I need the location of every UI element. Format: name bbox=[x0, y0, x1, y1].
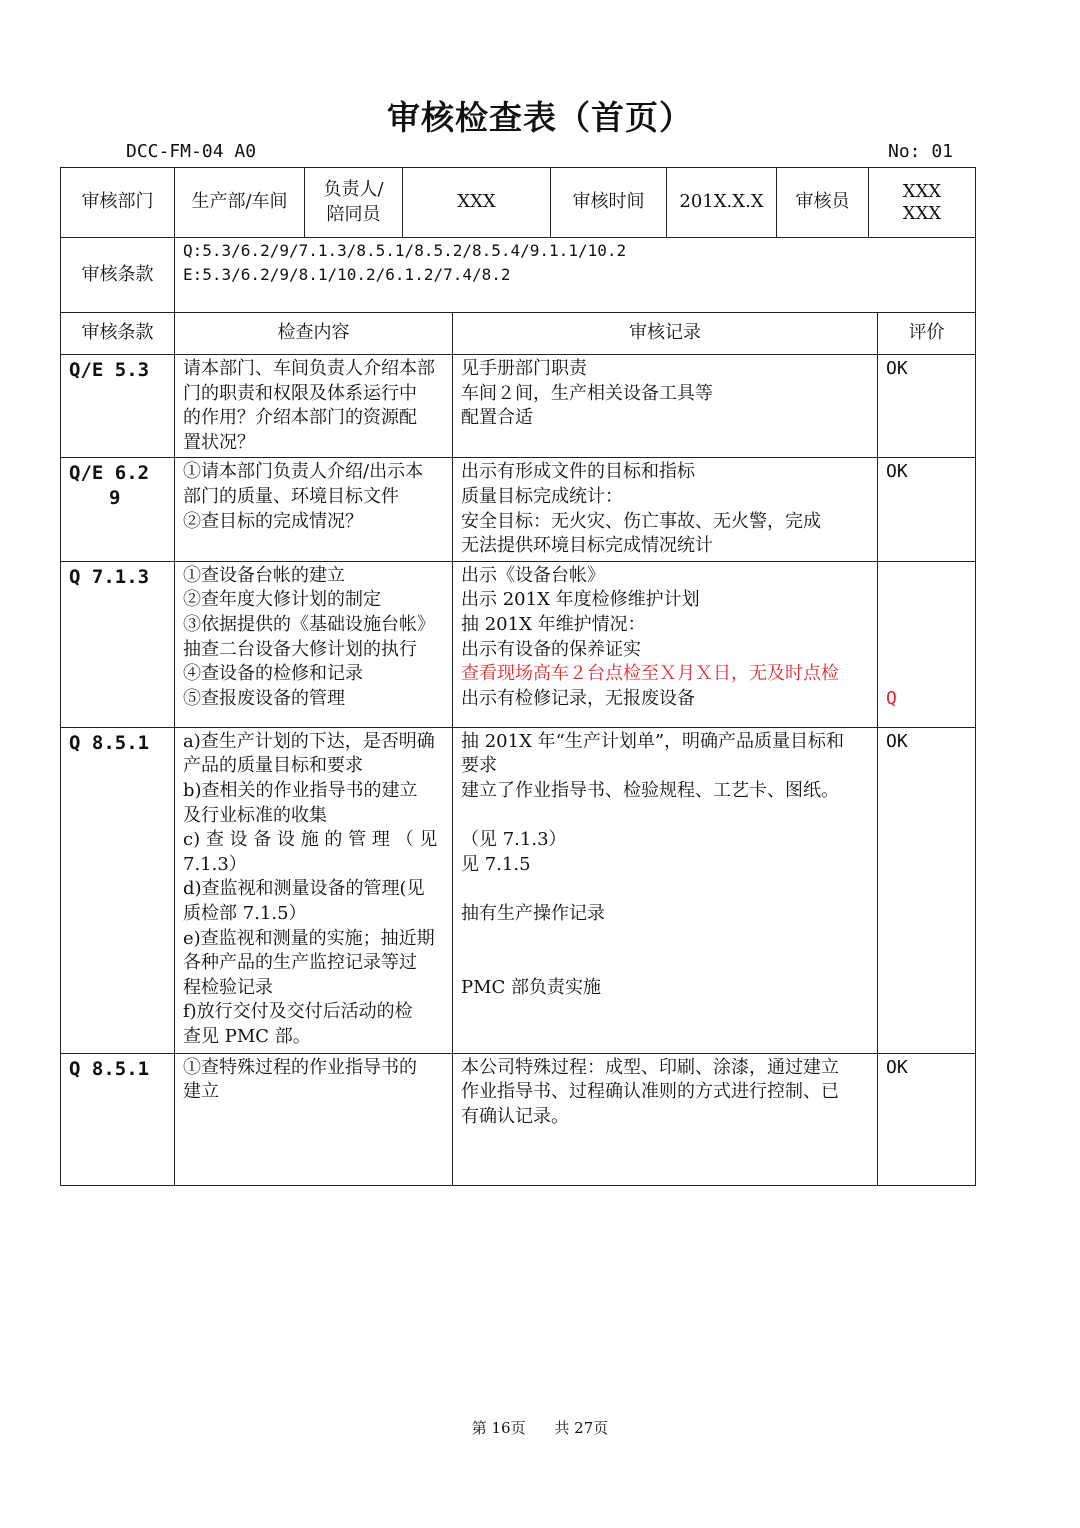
cell-line: OK bbox=[886, 1056, 908, 1078]
cell-line: ②查年度大修计划的制定 bbox=[183, 589, 381, 611]
cell-line: d)查监视和测量设备的管理(见 bbox=[183, 878, 425, 900]
time-value: 201X.X.X bbox=[667, 168, 777, 238]
cell-line: 部门的质量、环境目标文件 bbox=[183, 485, 399, 507]
audit-header-table bbox=[60, 167, 976, 313]
page-title: 审核检查表（首页） bbox=[387, 98, 693, 137]
document-code: DCC-FM-04 A0 bbox=[126, 141, 257, 162]
column-header-content: 检查内容 bbox=[175, 313, 453, 355]
column-header-clause: 审核条款 bbox=[61, 313, 175, 355]
page-number: 第 16页 bbox=[471, 1419, 526, 1437]
auditor-value: XXX XXX bbox=[869, 168, 976, 238]
cell-line bbox=[461, 927, 869, 952]
table-row bbox=[61, 561, 976, 727]
evaluation-cell bbox=[878, 1053, 976, 1185]
cell-line: 出示《设备台帐》 bbox=[461, 564, 605, 586]
table-row bbox=[61, 727, 976, 1053]
check-content-cell bbox=[175, 355, 453, 458]
table-row bbox=[61, 458, 976, 561]
cell-line: 无法提供环境目标完成情况统计 bbox=[461, 535, 713, 557]
cell-line bbox=[461, 804, 869, 829]
cell-line: 产品的质量目标和要求 bbox=[183, 755, 363, 777]
cell-line: 出示有检修记录，无报废设备 bbox=[461, 687, 695, 709]
check-content-cell bbox=[175, 1053, 453, 1185]
cell-line: 的作用？介绍本部门的资源配 bbox=[183, 407, 417, 429]
evaluation-cell bbox=[878, 561, 976, 727]
cell-line: 本公司特殊过程：成型、印刷、涂漆，通过建立 bbox=[461, 1056, 839, 1078]
table-row bbox=[61, 355, 976, 458]
cell-line: 有确认记录。 bbox=[461, 1105, 569, 1127]
cell-line: Q/E 5.3 bbox=[69, 359, 150, 381]
cell-line: 出示有形成文件的目标和指标 bbox=[461, 461, 695, 483]
cell-line: 查见 PMC 部。 bbox=[183, 1025, 311, 1047]
page-total: 共 27页 bbox=[554, 1419, 609, 1437]
person-label: 负责人/ 陪同员 bbox=[305, 168, 403, 238]
cell-line bbox=[886, 588, 967, 613]
cell-line: 门的职责和权限及体系运行中 bbox=[183, 382, 417, 404]
cell-line: 质检部 7.1.5） bbox=[183, 902, 307, 924]
cell-line: 作业指导书、过程确认准则的方式进行控制、已 bbox=[461, 1081, 839, 1103]
cell-line: c) 查 设 备 设 施 的 管 理 （ 见 bbox=[183, 829, 438, 851]
cell-line: OK bbox=[886, 461, 908, 483]
cell-line bbox=[461, 877, 869, 902]
dept-label: 审核部门 bbox=[61, 168, 175, 238]
audit-checklist-table bbox=[60, 312, 976, 1186]
check-content-cell bbox=[175, 727, 453, 1053]
cell-line: 置状况？ bbox=[183, 431, 255, 453]
cell-line: 查看现场高车２台点检至Ｘ月Ｘ日，无及时点检 bbox=[461, 663, 839, 685]
table-row bbox=[61, 1053, 976, 1185]
time-label: 审核时间 bbox=[551, 168, 667, 238]
cell-line: e)查监视和测量的实施；抽近期 bbox=[183, 927, 435, 949]
cell-line: 9 bbox=[109, 486, 121, 509]
clause-code-cell bbox=[61, 1053, 175, 1185]
cell-line: OK bbox=[886, 358, 908, 379]
cell-line: 出示 201X 年度检修维护计划 bbox=[461, 589, 700, 611]
cell-line: 7.1.3） bbox=[183, 853, 247, 875]
page-footer bbox=[0, 1417, 1080, 1438]
evaluation-cell bbox=[878, 727, 976, 1053]
cell-line: 配置合适 bbox=[461, 407, 533, 429]
cell-line: 安全目标：无火灾、伤亡事故、无火警，完成 bbox=[461, 510, 821, 532]
cell-line: 抽 201X 年维护情况： bbox=[461, 613, 646, 635]
audit-record-cell bbox=[453, 1053, 878, 1185]
cell-line: 抽有生产操作记录 bbox=[461, 902, 605, 924]
clause-code-cell bbox=[61, 727, 175, 1053]
cell-line: ②查目标的完成情况？ bbox=[183, 510, 363, 532]
clauses-values: Q:5.3/6.2/9/7.1.3/8.5.1/8.5.2/8.5.4/9.1.1/10.2 E:5.3/6.2/9/8.1/10.2/6.1.2/7.4/8.2 bbox=[175, 238, 976, 313]
cell-line: 要求 bbox=[461, 755, 497, 777]
audit-record-cell bbox=[453, 727, 878, 1053]
cell-line: OK bbox=[886, 730, 908, 752]
person-value: XXX bbox=[403, 168, 551, 238]
cell-line: ①查特殊过程的作业指导书的 bbox=[183, 1056, 417, 1078]
cell-line: 及行业标准的收集 bbox=[183, 804, 327, 826]
evaluation-cell bbox=[878, 458, 976, 561]
cell-line: a)查生产计划的下达，是否明确 bbox=[183, 730, 435, 752]
cell-line: 抽查二台设备大修计划的执行 bbox=[183, 638, 417, 660]
auditor-label: 审核员 bbox=[777, 168, 869, 238]
cell-line: 见 7.1.5 bbox=[461, 853, 531, 875]
audit-record-cell bbox=[453, 458, 878, 561]
cell-line: ⑤查报废设备的管理 bbox=[183, 687, 345, 709]
cell-line bbox=[886, 564, 967, 589]
cell-line: 建立了作业指导书、检验规程、工艺卡、图纸。 bbox=[461, 779, 839, 801]
clause-code-cell bbox=[61, 355, 175, 458]
cell-line: Q/E 6.2 bbox=[69, 462, 150, 485]
cell-line: 各种产品的生产监控记录等过 bbox=[183, 952, 417, 974]
cell-line: PMC 部负责实施 bbox=[461, 976, 602, 998]
evaluation-cell bbox=[878, 355, 976, 458]
dept-value: 生产部/车间 bbox=[175, 168, 305, 238]
cell-line: 请本部门、车间负责人介绍本部 bbox=[183, 358, 435, 379]
audit-record-cell bbox=[453, 561, 878, 727]
clause-code-cell bbox=[61, 458, 175, 561]
cell-line: 建立 bbox=[183, 1081, 219, 1103]
audit-record-cell bbox=[453, 355, 878, 458]
cell-line: 抽 201X 年“生产计划单”，明确产品质量目标和 bbox=[461, 730, 845, 752]
cell-line: ①查设备台帐的建立 bbox=[183, 564, 345, 586]
cell-line: 程检验记录 bbox=[183, 976, 273, 998]
clause-code-cell bbox=[61, 561, 175, 727]
cell-line: （见 7.1.3） bbox=[461, 829, 567, 851]
cell-line: b)查相关的作业指导书的建立 bbox=[183, 779, 418, 801]
cell-line: Q 8.5.1 bbox=[69, 731, 150, 754]
clauses-label: 审核条款 bbox=[61, 238, 175, 313]
cell-line bbox=[461, 951, 869, 976]
cell-line: 见手册部门职责 bbox=[461, 358, 587, 379]
cell-line: ③依据提供的《基础设施台帐》 bbox=[183, 613, 435, 635]
cell-line bbox=[886, 638, 967, 663]
cell-line bbox=[886, 613, 967, 638]
column-header-evaluation: 评价 bbox=[878, 313, 976, 355]
cell-line: 质量目标完成统计： bbox=[461, 485, 623, 507]
check-content-cell bbox=[175, 458, 453, 561]
cell-line: Q 7.1.3 bbox=[69, 565, 150, 588]
cell-line: Q 8.5.1 bbox=[69, 1057, 150, 1080]
cell-line: ①请本部门负责人介绍/出示本 bbox=[183, 461, 424, 483]
cell-line: ④查设备的检修和记录 bbox=[183, 663, 363, 685]
cell-line: Q bbox=[886, 687, 897, 709]
cell-line bbox=[886, 662, 967, 687]
cell-line: 车间２间，生产相关设备工具等 bbox=[461, 382, 713, 404]
cell-line: f)放行交付及交付后活动的检 bbox=[183, 1001, 413, 1023]
document-number: No: 01 bbox=[888, 141, 954, 162]
column-header-record: 审核记录 bbox=[453, 313, 878, 355]
check-content-cell bbox=[175, 561, 453, 727]
cell-line: 出示有设备的保养证实 bbox=[461, 638, 641, 660]
